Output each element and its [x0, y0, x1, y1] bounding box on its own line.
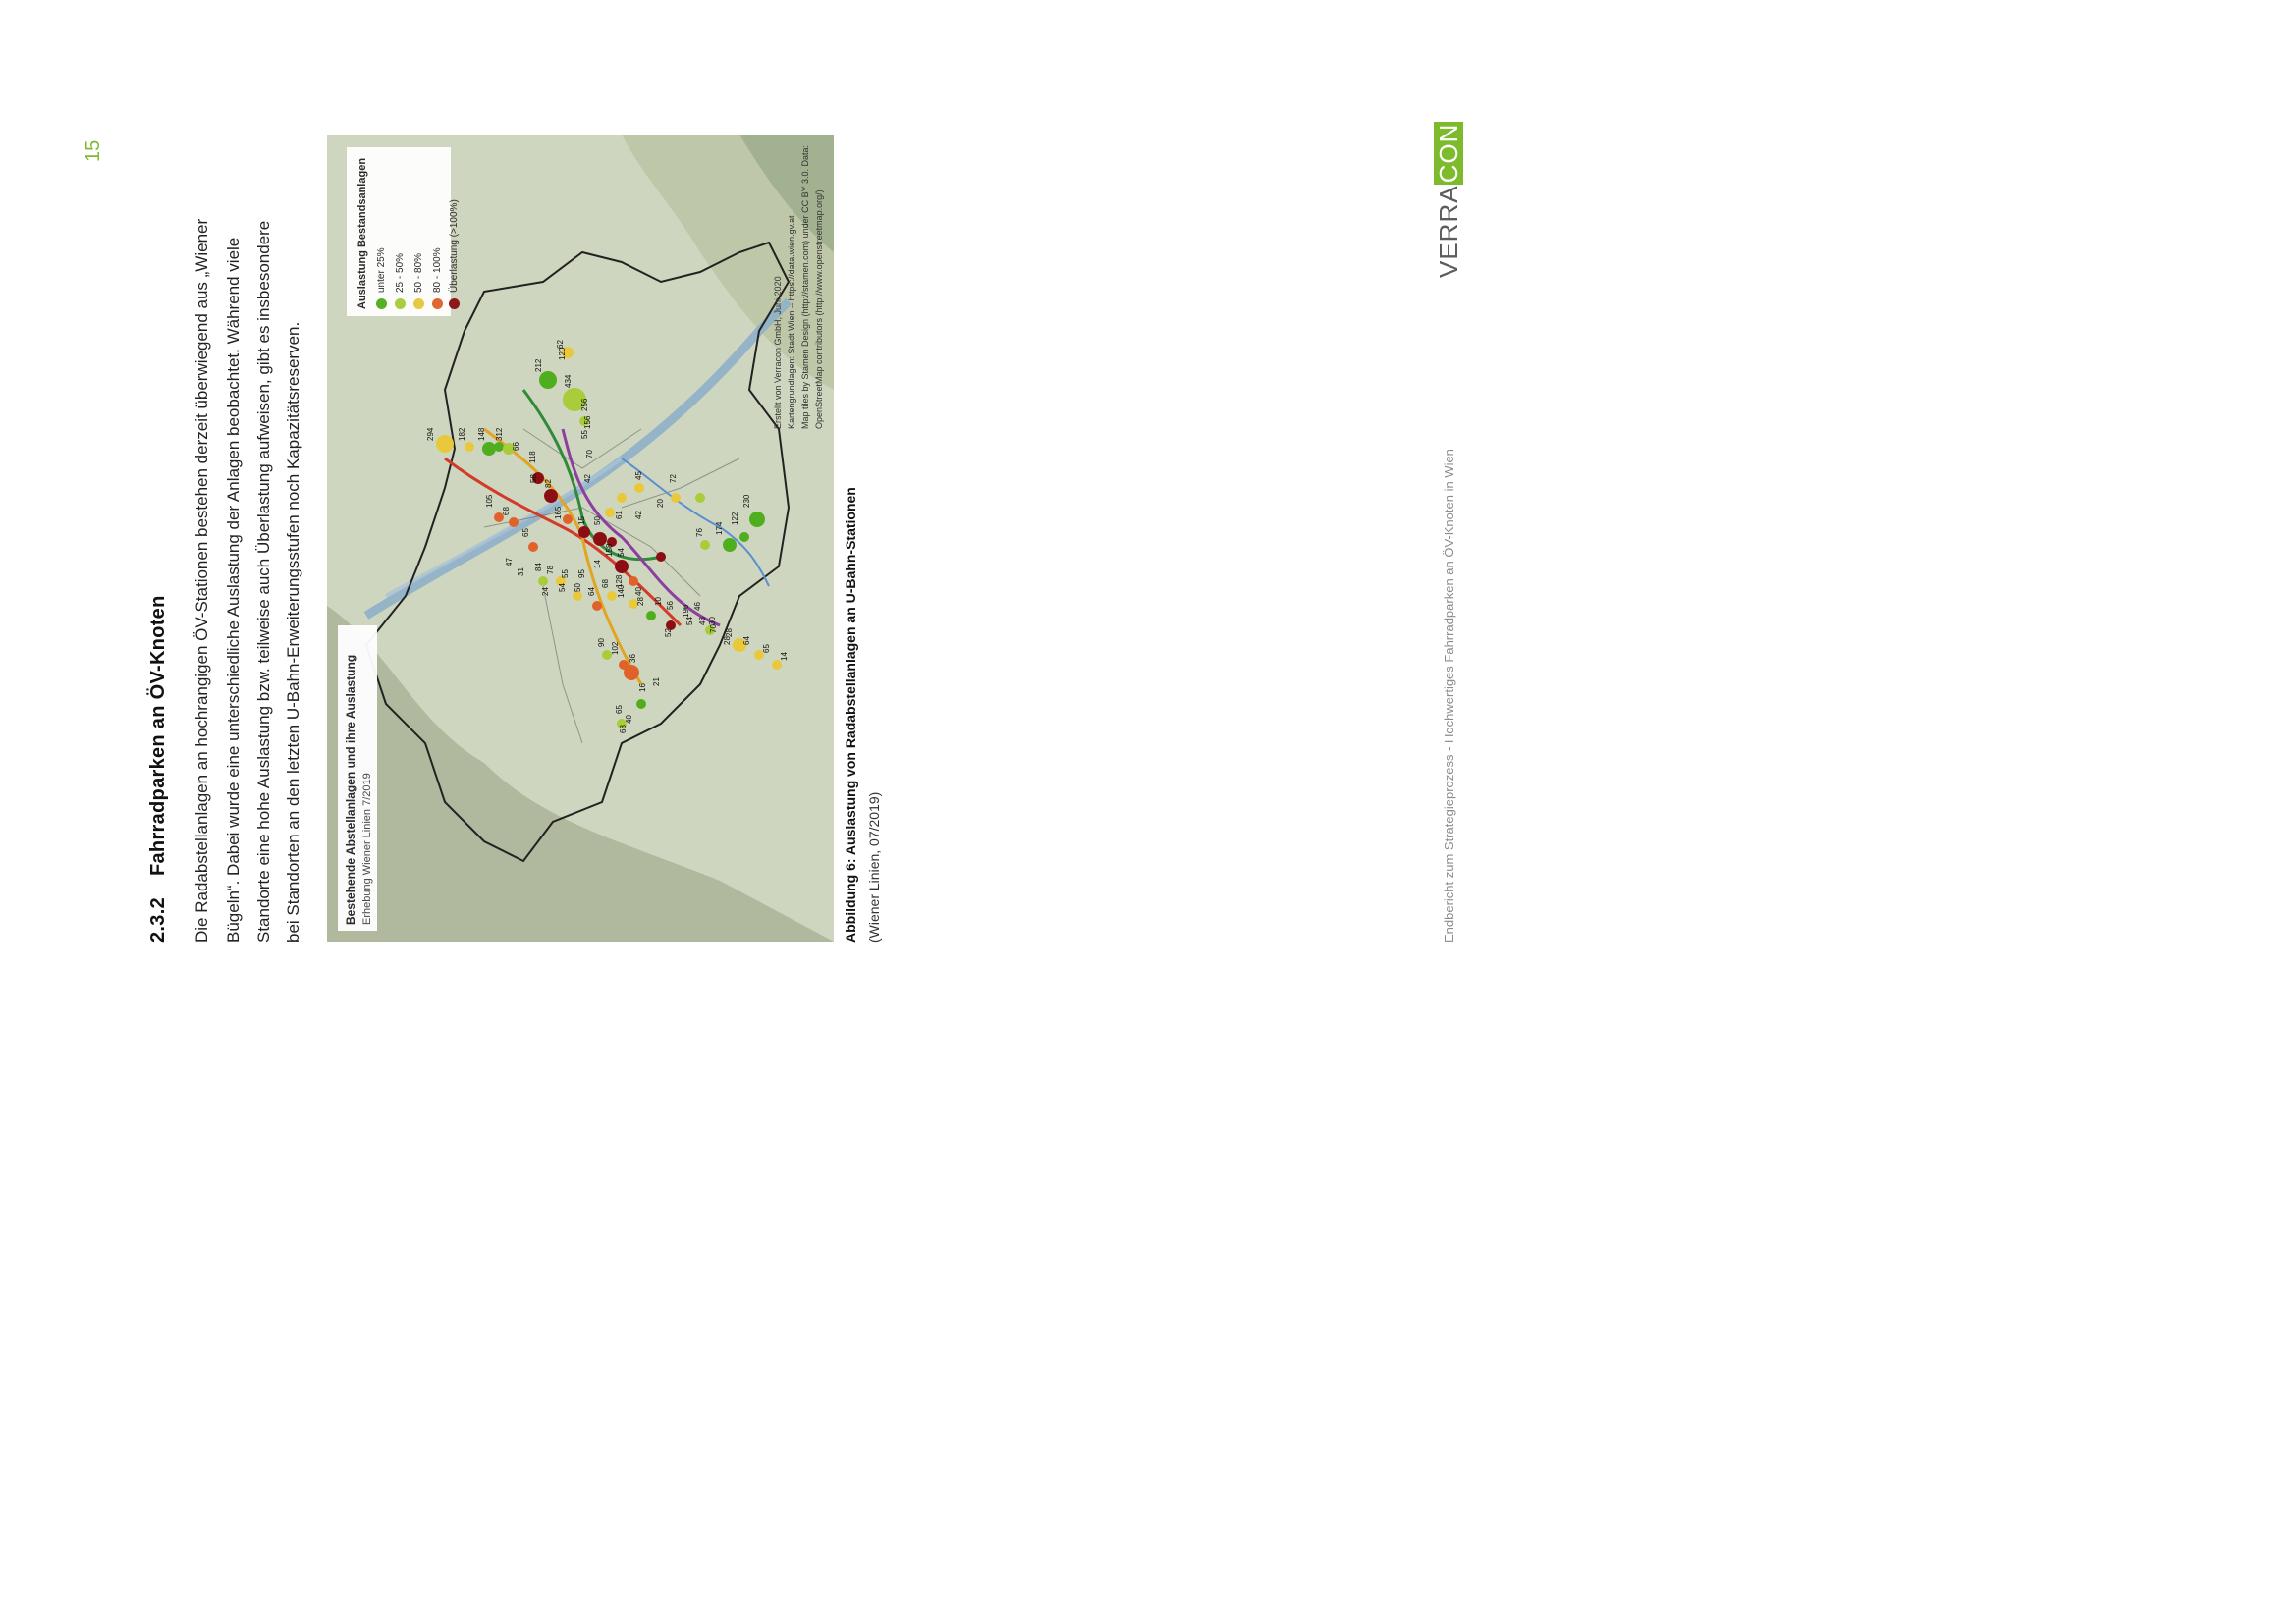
station-label: 68 [502, 507, 511, 515]
page-footer: Endbericht zum Strategieprozess - Hochwertiges Fahrradparken an ÖV-Knoten in Wien [1442, 449, 1456, 943]
station-label: 52 [664, 628, 673, 637]
station-label: 58 [529, 474, 538, 483]
station-label: 50 [574, 583, 582, 592]
station-label: 24 [541, 587, 550, 596]
station-label: 90 [597, 638, 606, 647]
station-label: 31 [517, 567, 525, 576]
section-title: Fahrradparken an ÖV-Knoten [147, 595, 169, 877]
verracon-logo [1434, 122, 1464, 278]
station-label: 14 [593, 560, 602, 568]
legend-swatch-3 [413, 298, 424, 309]
station-label: 105 [485, 494, 494, 508]
station-label: 40 [634, 587, 643, 596]
station-label: 28 [636, 597, 645, 606]
station-label: 72 [669, 474, 678, 483]
legend-label-1: unter 25% [376, 247, 388, 293]
station-label: 312 [495, 427, 504, 441]
page-number: 15 [82, 139, 104, 162]
station-label: 68 [601, 579, 610, 588]
map-title-box [338, 625, 377, 931]
station-label: 76 [695, 528, 704, 537]
station-label: 78 [546, 566, 555, 574]
station-label: 182 [458, 427, 466, 441]
legend-swatch-5 [449, 298, 460, 309]
body-line-1: Die Radabstellanlagen an hochrangigen ÖV-Stationen bestehen derzeit überwiegend aus „Wiener [192, 218, 211, 943]
station-label: 47 [505, 558, 514, 566]
map-figure [327, 135, 834, 942]
station-label: 122 [731, 512, 739, 525]
station-label: 65 [762, 644, 771, 653]
logo-part-2: CON [1434, 123, 1463, 184]
station-label: 50 [593, 516, 602, 525]
station-label: 55 [561, 569, 570, 578]
station-label: 120 [558, 347, 567, 360]
station-label: 174 [715, 521, 724, 535]
legend-swatch-1 [376, 298, 387, 309]
figure-label: Abbildung 6 [843, 863, 858, 943]
figure-source: (Wiener Linien, 07/2019) [866, 791, 882, 943]
station-label: 84 [534, 563, 543, 571]
station-label: 55 [580, 430, 589, 439]
legend-label-5: Überlastung (>100%) [449, 199, 461, 293]
body-line-3: Standorte eine hohe Auslastung bzw. teilweise auch Überlastung aufweisen, gibt es insbesondere [254, 220, 273, 943]
legend-label-2: 25 - 50% [395, 252, 407, 293]
station-label: 102 [611, 641, 620, 655]
station-label: 70 [585, 450, 594, 458]
station-label: 434 [564, 374, 573, 388]
station-label: 68 [619, 725, 628, 733]
station-label: 140 [617, 584, 626, 598]
station-label: 128 [615, 574, 624, 588]
map-credit-2: Kartengrundlagen: Stadt Wien – https://data.wien.gv.at [787, 215, 796, 429]
station-label: 16 [638, 683, 647, 692]
station-label: 40 [625, 715, 633, 724]
station-label: 54 [558, 583, 567, 592]
station-label: 82 [544, 479, 553, 488]
legend-title: Auslastung Bestandsanlagen [356, 157, 368, 309]
map-title: Bestehende Abstellanlagen und ihre Auslastung [344, 654, 357, 925]
station-label: 61 [615, 511, 624, 519]
station-label: 48 [698, 617, 707, 625]
body-line-4: bei Standorten an den letzten U-Bahn-Erweiterungsstufen noch Kapazitätsreserven. [284, 321, 302, 943]
logo-part-1: VERRA [1434, 185, 1463, 278]
station-label: 62 [556, 340, 565, 349]
station-label: 118 [528, 451, 537, 463]
station-label: 14 [780, 652, 789, 661]
legend-item-3 [413, 253, 424, 309]
station-label: 36 [629, 654, 637, 663]
station-label: 54 [685, 617, 694, 625]
legend-item-5 [449, 199, 460, 309]
station-label: 148 [477, 427, 486, 441]
station-label: 196 [682, 604, 690, 618]
station-label: 21 [652, 677, 661, 686]
legend-swatch-2 [395, 298, 406, 309]
legend-item-4 [432, 247, 443, 309]
station-label: 42 [583, 474, 592, 483]
station-label: 28 [725, 628, 734, 637]
station-label: 30 [708, 617, 717, 625]
figure-caption [843, 487, 858, 943]
station-label: 56 [666, 601, 675, 610]
map-credit-1: Erstellt von Verracon GmbH, Juni 2020 [773, 276, 783, 429]
body-line-2: Bügeln“. Dabei wurde eine unterschiedliche Auslastung der Anlagen beobachtet. Während viele [224, 237, 243, 943]
station-label: 64 [587, 587, 596, 596]
station-label: 20 [656, 499, 665, 508]
legend-label-4: 80 - 100% [432, 247, 444, 293]
station-label: 45 [634, 471, 643, 480]
station-label: 54 [617, 548, 626, 557]
legend-item-2 [395, 253, 406, 309]
station-label: 212 [534, 358, 543, 372]
map-credit-4: OpenStreetMap contributors (http://www.openstreetmap.org/) [814, 189, 824, 429]
section-number: 2.3.2 [147, 897, 169, 943]
station-label: 65 [615, 705, 624, 714]
station-label: 158 [605, 543, 614, 557]
station-label: 64 [742, 636, 751, 645]
station-label: 66 [512, 442, 520, 451]
station-label: 42 [634, 511, 643, 519]
station-label: 294 [426, 427, 435, 441]
station-label: 230 [742, 494, 751, 508]
legend-swatch-4 [432, 298, 443, 309]
station-label: 65 [521, 528, 530, 537]
legend-label-3: 50 - 80% [413, 252, 425, 293]
figure-title: : Auslastung von Radabstellanlagen an U-Bahn-Stationen [843, 487, 858, 864]
map-legend [347, 147, 461, 316]
station-label: 46 [693, 602, 702, 611]
station-label: 10 [654, 597, 663, 606]
station-label: 165 [554, 506, 563, 519]
station-label: 15 [577, 516, 586, 525]
section-heading [147, 595, 170, 943]
map-credit-3: Map tiles by Stamen Design (http://stamen.com) under CC BY 3.0. Data: [800, 145, 810, 429]
map-subtitle: Erhebung Wiener Linien 7/2019 [361, 773, 373, 925]
station-label: 156 [583, 415, 592, 429]
legend-item-1 [376, 247, 387, 309]
station-label: 28 [723, 636, 732, 645]
station-label: 256 [580, 398, 589, 411]
station-label: 95 [577, 569, 586, 578]
station-label: 70 [709, 624, 718, 633]
